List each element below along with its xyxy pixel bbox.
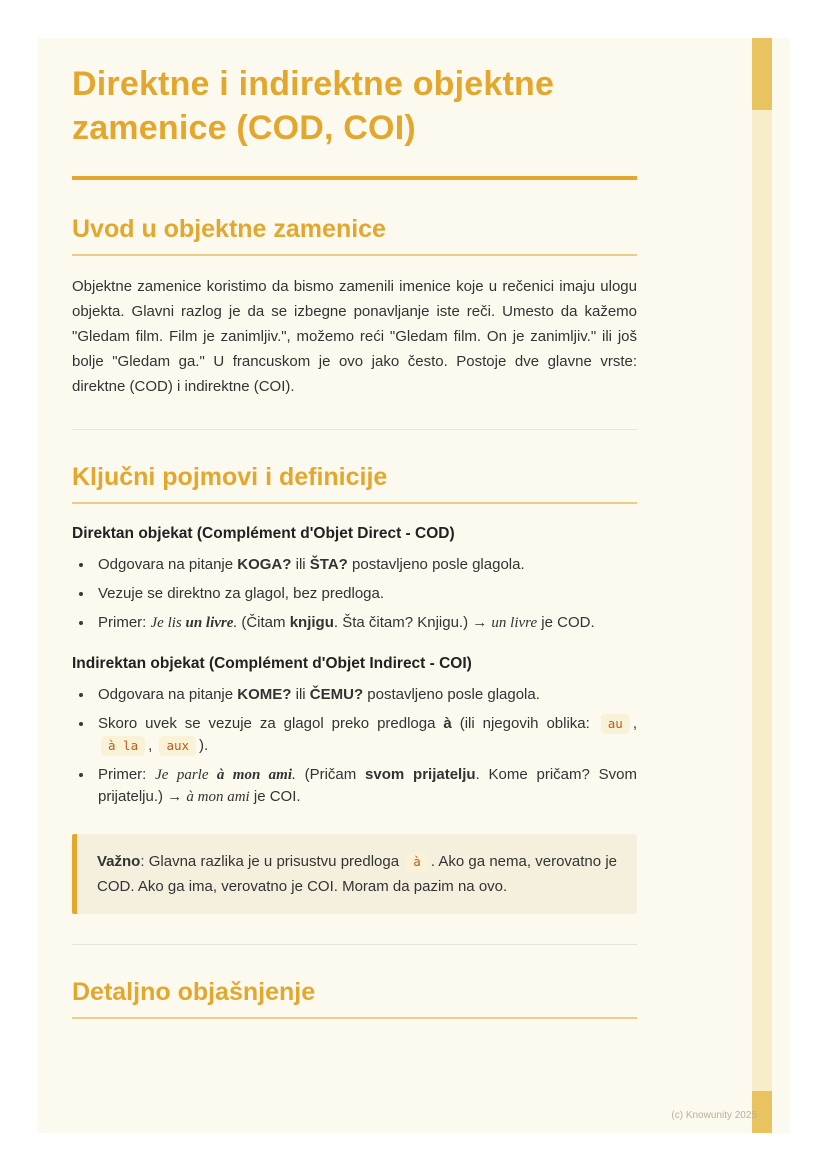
edge-stripe-top-cap xyxy=(752,38,772,110)
list-item: • Odgovara na pitanje KOME? ili ČEMU? postavljeno posle glagola. xyxy=(94,684,637,706)
intro-paragraph: Objektne zamenice koristimo da bismo zamenili imenice koje u rečenici imaju ulogu objekta. Glavni razlog je da se izbegne ponavljanje iste reči. Umesto da kažemo "Gledam film. Film je zanimljiv.", možemo reći "Gledam film. On je zanimljiv." ili još bolje "Gledam ga." U francuskom je ovo jako često. Postoje dve glavne vrste: direktne (COD) i indirektne (COI). xyxy=(72,278,637,395)
page-edge-stripe xyxy=(752,38,772,1133)
list-item: • Vezuje se direktno za glagol, bez predloga. xyxy=(94,583,637,605)
list-item: • Skoro uvek se vezuje za glagol preko predloga à (ili njegovih oblika: au , à la , aux ). xyxy=(94,713,637,757)
section-heading-detaljno: Detaljno objašnjenje xyxy=(72,977,637,1019)
section-uvod xyxy=(72,214,637,399)
list-item: • Primer: Je parle à mon ami. (Pričam svom prijatelju. Kome pričam? Svom prijatelju.) → à mon ami je COI. xyxy=(94,764,637,808)
list-item: • Primer: Je lis un livre. (Čitam knjigu. Šta čitam? Knjigu.) → un livre je COD. xyxy=(94,612,637,634)
important-callout xyxy=(72,834,637,914)
list-item: • Odgovara na pitanje KOGA? ili ŠTA? postavljeno posle glagola. xyxy=(94,554,637,576)
cod-subheading: Direktan objekat (Complément d'Objet Direct - COD) xyxy=(72,525,455,542)
section-heading-uvod: Uvod u objektne zamenice xyxy=(72,214,637,256)
section-heading-pojmovi: Ključni pojmovi i definicije xyxy=(72,462,637,504)
document-content xyxy=(72,38,637,1019)
section-pojmovi xyxy=(72,462,637,914)
coi-subheading: Indirektan objekat (Complément d'Objet Indirect - COI) xyxy=(72,655,472,672)
title-divider xyxy=(72,176,637,180)
cod-list xyxy=(72,554,637,634)
edge-stripe-middle xyxy=(752,110,772,1091)
callout-text: Važno: Glavna razlika je u prisustvu predloga à . Ako ga nema, verovatno je COD. Ako ga ima, verovatno je COI. Moram da pazim na ovo. xyxy=(97,853,617,895)
section-divider xyxy=(72,944,637,945)
copyright-notice: (c) Knowunity 2025 xyxy=(671,1110,757,1121)
section-detaljno xyxy=(72,977,637,1019)
document-page xyxy=(38,38,790,1133)
section-divider xyxy=(72,429,637,430)
coi-list xyxy=(72,684,637,808)
page-title: Direktne i indirektne objektne zamenice (COD, COI) xyxy=(72,65,555,147)
